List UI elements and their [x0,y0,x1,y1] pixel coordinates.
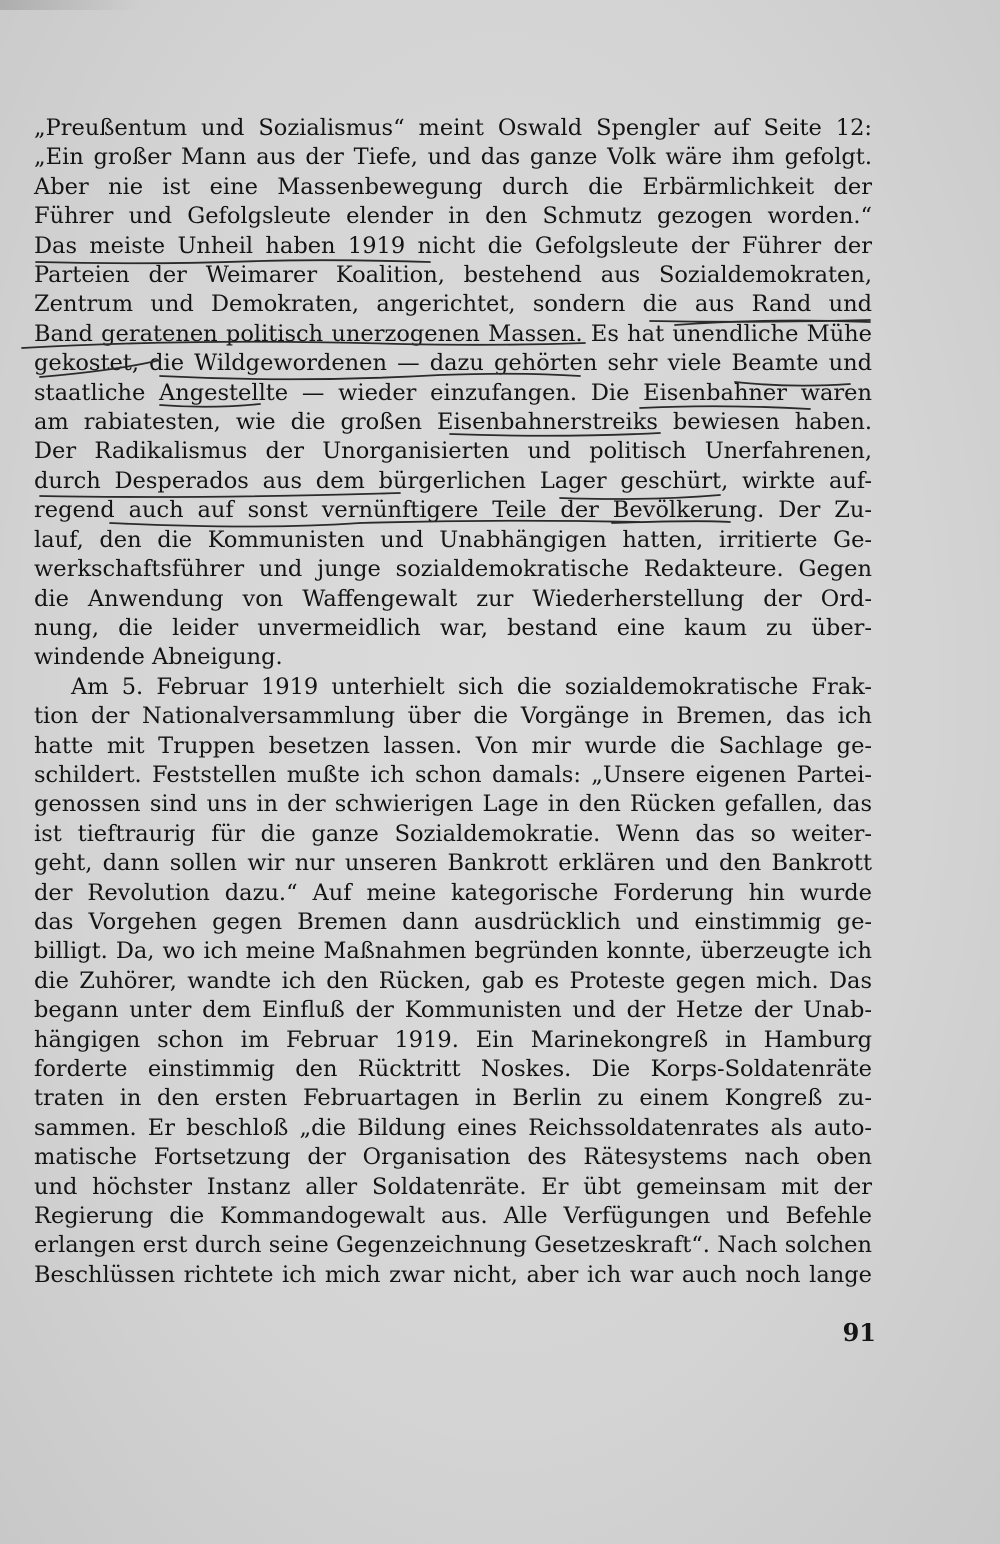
text-line: billigt. Da, wo ich meine Maßnahmen begründen konnte, überzeugte ich [34,938,872,965]
text-line: Band geratenen politisch unerzogenen Massen. Es hat unendliche Mühe [34,320,872,347]
text-line: und höchster Instanz aller Soldatenräte. Er übt gemeinsam mit der [34,1173,872,1200]
text-line: matische Fortsetzung der Organisation des Rätesystems nach oben [34,1144,872,1171]
text-line: genossen sind uns in der schwierigen Lage in den Rücken gefallen, das [34,791,872,818]
text-line: nung, die leider unvermeidlich war, bestand eine kaum zu über- [34,614,872,641]
text-line: hängigen schon im Februar 1919. Ein Marinekongreß in Hamburg [34,1026,872,1053]
body-text [34,114,872,1290]
scan-edge-shadow [0,0,140,10]
text-line: Beschlüssen richtete ich mich zwar nicht, aber ich war auch noch lange [34,1261,872,1288]
page-number: 91 [842,1318,876,1347]
text-line: forderte einstimmig den Rücktritt Noskes. Die Korps-Soldatenräte [34,1056,872,1082]
text-line: schildert. Feststellen mußte ich schon damals: „Unsere eigenen Partei- [34,761,872,788]
text-line: begann unter dem Einfluß der Kommunisten und der Hetze der Unab- [34,997,872,1024]
text-line: die Anwendung von Waffengewalt zur Wiederherstellung der Ord- [34,585,872,612]
text-line: ist tieftraurig für die ganze Sozialdemokratie. Wenn das so weiter- [34,820,872,847]
paragraph-1 [34,114,872,673]
text-line: die Zuhörer, wandte ich den Rücken, gab es Proteste gegen mich. Das [34,967,872,994]
text-line: Am 5. Februar 1919 unterhielt sich die sozialdemokratische Frak- [71,673,872,700]
text-line: durch Desperados aus dem bürgerlichen Lager geschürt, wirkte auf- [34,467,872,494]
text-line: Zentrum und Demokraten, angerichtet, sondern die aus Rand und [34,291,872,318]
text-line: geht, dann sollen wir nur unseren Bankrott erklären und den Bankrott [34,850,872,877]
text-line: erlangen erst durch seine Gegenzeichnung Gesetzeskraft“. Nach solchen [34,1232,872,1259]
text-line: staatliche Angestellte — wieder einzufangen. Die Eisenbahner waren [34,379,872,406]
text-line: lauf, den die Kommunisten und Unabhängigen hatten, irritierte Ge- [34,526,872,553]
text-line: werkschaftsführer und junge sozialdemokratische Redakteure. Gegen [34,556,872,583]
text-line: Der Radikalismus der Unorganisierten und politisch Unerfahrenen, [34,438,872,465]
text-line: der Revolution dazu.“ Auf meine kategorische Forderung hin wurde [34,879,872,906]
text-line: das Vorgehen gegen Bremen dann ausdrücklich und einstimmig ge- [34,908,872,935]
text-line: Führer und Gefolgsleute elender in den Schmutz gezogen worden.“ [34,203,872,230]
text-line: am rabiatesten, wie die großen Eisenbahnerstreiks bewiesen haben. [34,409,872,436]
text-line: hatte mit Truppen besetzen lassen. Von mir wurde die Sachlage ge- [34,732,872,759]
text-line: Das meiste Unheil haben 1919 nicht die Gefolgsleute der Führer der [34,232,872,259]
paragraph-2 [34,673,872,1291]
text-line: sammen. Er beschloß „die Bildung eines Reichssoldatenrates als auto- [34,1114,872,1141]
text-line: Parteien der Weimarer Koalition, bestehend aus Sozialdemokraten, [34,262,872,289]
text-line: regend auch auf sonst vernünftigere Teile der Bevölkerung. Der Zu- [34,497,872,524]
text-line: windende Abneigung. [34,644,283,671]
text-line: Aber nie ist eine Massenbewegung durch die Erbärmlichkeit der [34,173,872,200]
text-line: „Preußentum und Sozialismus“ meint Oswald Spengler auf Seite 12: [34,115,872,141]
text-line: Regierung die Kommandogewalt aus. Alle Verfügungen und Befehle [34,1203,872,1230]
text-line: traten in den ersten Februartagen in Berlin zu einem Kongreß zu- [34,1085,872,1112]
text-line: gekostet, die Wildgewordenen — dazu gehörten sehr viele Beamte und [34,350,872,377]
text-line: „Ein großer Mann aus der Tiefe, und das ganze Volk wäre ihm gefolgt. [34,144,872,171]
text-line: tion der Nationalversammlung über die Vorgänge in Bremen, das ich [34,703,872,730]
